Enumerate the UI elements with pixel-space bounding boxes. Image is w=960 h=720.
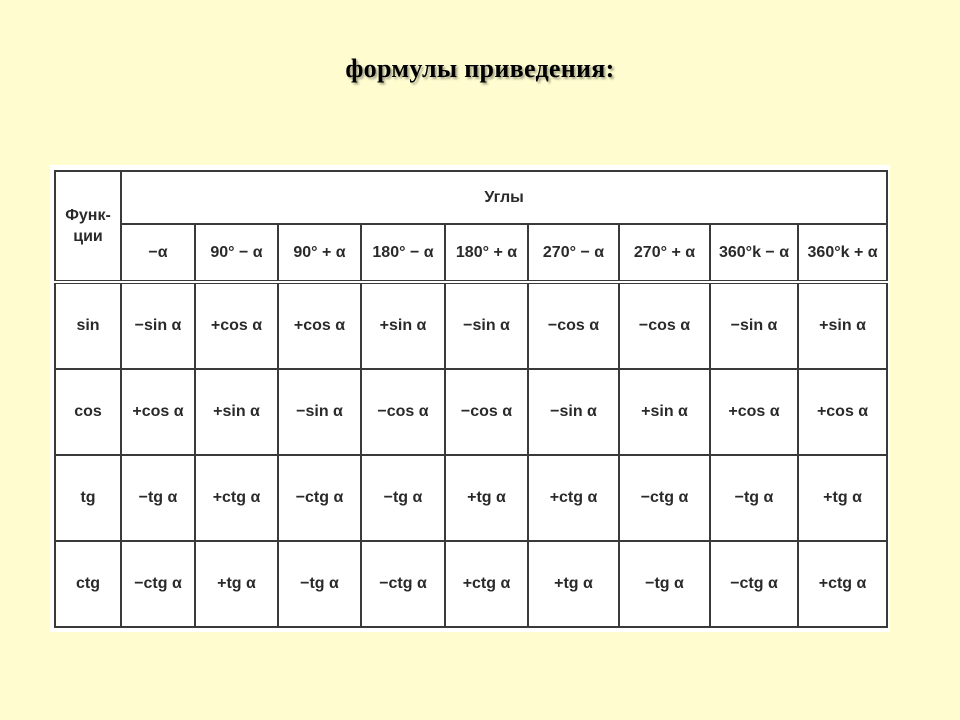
table-cell: −ctg α bbox=[121, 541, 195, 627]
angle-header: −α bbox=[121, 224, 195, 282]
table-row-cos bbox=[55, 369, 887, 455]
angle-header: 270° − α bbox=[528, 224, 619, 282]
table-cell: −ctg α bbox=[710, 541, 798, 627]
table-cell: +cos α bbox=[278, 282, 361, 369]
function-name-cell: sin bbox=[55, 282, 121, 369]
functions-header-cell bbox=[55, 171, 121, 282]
table-cell: +ctg α bbox=[195, 455, 278, 541]
table-row-tg bbox=[55, 455, 887, 541]
function-name-cell: ctg bbox=[55, 541, 121, 627]
table-cell: −sin α bbox=[121, 282, 195, 369]
reduction-formulas-table-container bbox=[50, 165, 890, 632]
table-cell: −sin α bbox=[528, 369, 619, 455]
header-row-group bbox=[55, 171, 887, 224]
function-name-cell: cos bbox=[55, 369, 121, 455]
reduction-formulas-table bbox=[54, 170, 888, 628]
table-cell: +sin α bbox=[798, 282, 887, 369]
angle-header-row bbox=[55, 224, 887, 282]
table-cell: +sin α bbox=[361, 282, 445, 369]
table-cell: +tg α bbox=[195, 541, 278, 627]
angle-header: 90° − α bbox=[195, 224, 278, 282]
table-cell: +tg α bbox=[445, 455, 528, 541]
table-cell: +cos α bbox=[798, 369, 887, 455]
table-cell: −ctg α bbox=[361, 541, 445, 627]
table-cell: −sin α bbox=[445, 282, 528, 369]
angle-header: 360°k − α bbox=[710, 224, 798, 282]
table-row-ctg bbox=[55, 541, 887, 627]
table-cell: +cos α bbox=[195, 282, 278, 369]
table-cell: −tg α bbox=[278, 541, 361, 627]
table-cell: +ctg α bbox=[528, 455, 619, 541]
table-cell: −ctg α bbox=[278, 455, 361, 541]
table-cell: −tg α bbox=[121, 455, 195, 541]
page-title: формулы приведения: bbox=[345, 54, 615, 83]
angle-header: 180° − α bbox=[361, 224, 445, 282]
table-cell: +ctg α bbox=[798, 541, 887, 627]
angle-header: 270° + α bbox=[619, 224, 710, 282]
table-cell: +sin α bbox=[619, 369, 710, 455]
table-cell: −cos α bbox=[528, 282, 619, 369]
table-cell: +cos α bbox=[121, 369, 195, 455]
table-cell: +tg α bbox=[798, 455, 887, 541]
table-cell: −ctg α bbox=[619, 455, 710, 541]
table-cell: +sin α bbox=[195, 369, 278, 455]
table-cell: +ctg α bbox=[445, 541, 528, 627]
angle-header: 90° + α bbox=[278, 224, 361, 282]
function-name-cell: tg bbox=[55, 455, 121, 541]
table-cell: +cos α bbox=[710, 369, 798, 455]
table-cell: −cos α bbox=[361, 369, 445, 455]
table-cell: +tg α bbox=[528, 541, 619, 627]
functions-header-line2: ции bbox=[73, 228, 103, 246]
angles-group-header: Углы bbox=[121, 171, 887, 224]
table-cell: −tg α bbox=[361, 455, 445, 541]
angle-header: 180° + α bbox=[445, 224, 528, 282]
table-row-sin bbox=[55, 282, 887, 369]
angle-header: 360°k + α bbox=[798, 224, 887, 282]
table-cell: −tg α bbox=[710, 455, 798, 541]
table-cell: −cos α bbox=[445, 369, 528, 455]
table-cell: −sin α bbox=[278, 369, 361, 455]
table-cell: −cos α bbox=[619, 282, 710, 369]
functions-header-line1: Функ- bbox=[65, 206, 111, 224]
table-cell: −sin α bbox=[710, 282, 798, 369]
table-cell: −tg α bbox=[619, 541, 710, 627]
